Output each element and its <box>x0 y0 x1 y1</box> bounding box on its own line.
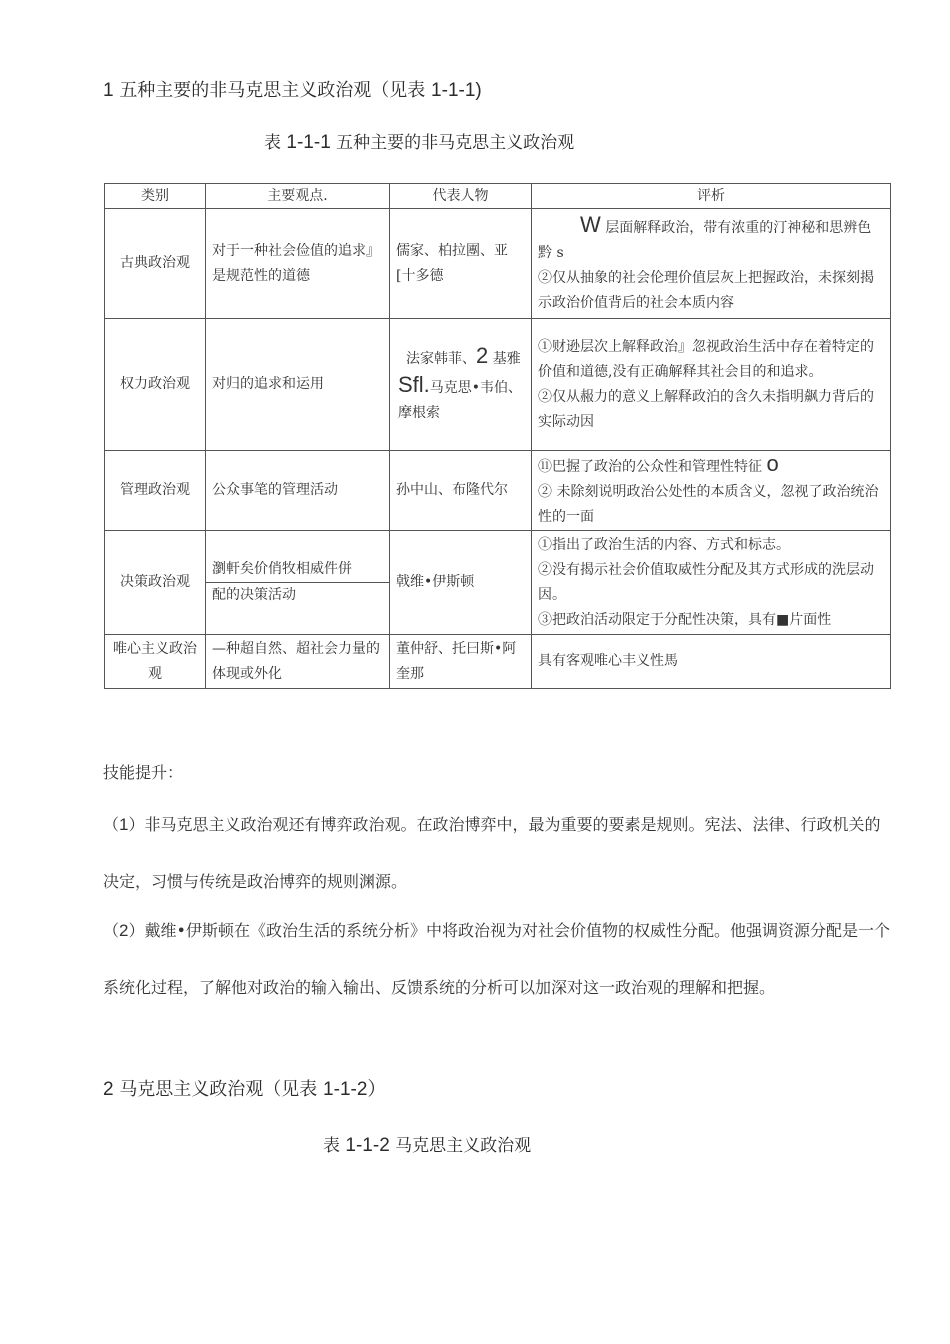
table-2-caption-prefix: 表 <box>323 1136 340 1156</box>
evaluation-point <box>538 212 884 266</box>
evaluation-text: 层面解释政治，带有浓重的汀神秘和思辨色黔 s <box>538 219 872 261</box>
table-2-caption <box>323 1135 531 1157</box>
evaluation-glyph: W <box>580 211 601 237</box>
skills-paragraph-1: （1）非马克思主义政治观还有博弈政治观。在政治博弈中，最为重要的要素是规则。宪法、法律、行政机关的决定，习惯与传统是政治博弈的规则渊源。 <box>103 815 881 891</box>
evaluation-point <box>538 451 884 480</box>
row-evaluation <box>532 319 891 451</box>
table-row <box>105 531 891 635</box>
row-evaluation <box>532 531 891 635</box>
row-category: 古典政治观 <box>105 209 206 319</box>
rep-glyph-text: Sfl. <box>398 372 430 397</box>
skills-title: 技能提升： <box>103 763 184 782</box>
row-viewpoint: 对归的追求和运用 <box>206 319 390 451</box>
section-1-number: 1 <box>103 80 114 101</box>
evaluation-point: ②没有揭示社会价值取威性分配及其方式形成的洗层动因。 <box>538 561 874 603</box>
row-viewpoint: 公众事笔的管理活动 <box>206 451 390 531</box>
evaluation-point: ①指出了政治生活的内容、方式和标志。 <box>538 536 790 553</box>
skills-paragraph-2: （2）戴维•伊斯顿在《政治生活的系统分析》中将政治视为对社会价值物的权威性分配。他强调资源分配是一个系统化过程，了解他对政治的输入输出、反馈系统的分析可以加深对这一政治观的理解和把握。 <box>103 921 890 997</box>
table-row <box>105 451 891 531</box>
section-1-table-ref: 1-1-1) <box>431 80 482 101</box>
table-row <box>105 209 891 319</box>
table-header-row <box>105 184 891 209</box>
row-representatives: 孙中山、布隆代尔 <box>390 451 532 531</box>
row-representatives: 董仲舒、托曰斯•阿奎那 <box>390 635 532 689</box>
table-2-caption-number: 1-1-2 <box>345 1135 390 1156</box>
evaluation-point: ②仅从赧力的意义上解释政泊的含久未指明飙力背后的实际动因 <box>538 388 874 430</box>
header-viewpoint: 主要观点. <box>206 184 390 209</box>
table-row <box>105 319 891 451</box>
table-1-caption-number: 1-1-1 <box>286 132 331 153</box>
row-evaluation <box>532 451 891 531</box>
row-category: 决策政治观 <box>105 531 206 635</box>
paragraph-1-number: 1 <box>119 815 129 834</box>
evaluation-point: ② 未除刻说明政治公处性的本质含义，忽视了政治统治性的一面 <box>538 484 879 525</box>
rep-text-c: 马克思•韦伯、摩根索 <box>398 380 523 421</box>
section-2-title: 马克思主义政治观（见表 <box>119 1079 318 1100</box>
section-2-number: 2 <box>103 1079 114 1100</box>
table-1-caption <box>264 132 574 154</box>
evaluation-point: ①财逊层次上解释政治』忽视政治生活中存在着特定的价值和道德,没有正确解释其社会目的和追求。 <box>538 338 874 380</box>
rep-glyph-number: 2 <box>476 343 489 368</box>
section-2-heading <box>103 1079 386 1101</box>
table-1-caption-prefix: 表 <box>264 133 281 153</box>
row-viewpoint: 对于一种社会俭值的追求』是规范性的道德 <box>206 209 390 319</box>
row-representatives <box>390 319 532 451</box>
row-evaluation: 具有客观唯心丰义性馬 <box>532 635 891 689</box>
row-representatives: 戟维•伊斯顿 <box>390 531 532 635</box>
section-1-title: 五种主要的非马克思主义政治观（见表 <box>119 80 426 101</box>
header-representatives: 代表人物 <box>390 184 532 209</box>
rep-text-b: 基雅 <box>492 351 521 367</box>
rep-text-a: 法家韩菲、 <box>406 351 476 367</box>
evaluation-glyph: o <box>766 451 779 476</box>
viewpoint-line-1: 瀏軒矣价俏牧相威件併 <box>206 557 389 583</box>
row-representatives: 儒家、柏拉團、亚[十多德 <box>390 209 532 319</box>
row-category: 唯心主义政治观 <box>105 635 206 689</box>
row-category: 权力政治观 <box>105 319 206 451</box>
header-category: 类别 <box>105 184 206 209</box>
paragraph-1-text: 非马克思主义政治观还有博弈政治观。在政治博弈中，最为重要的要素是规则。宪法、法律、行政机关的决定，习惯与传统是政治博弈的规则渊源。 <box>103 815 881 891</box>
section-1-heading <box>103 80 482 102</box>
row-viewpoint: —种超自然、超社会力量的体现或外化 <box>206 635 390 689</box>
paragraph-2-number: 2 <box>119 921 129 940</box>
section-2-table-ref: 1-1-2） <box>323 1079 387 1100</box>
table-row <box>105 635 891 689</box>
evaluation-text: ⑪巴握了政治的公众性和管理性特征 <box>538 459 762 475</box>
table-2-caption-text: 马克思主义政治观 <box>395 1136 532 1156</box>
evaluation-point: ③把政泊活动限定于分配性决策，具有■片面性 <box>538 611 832 628</box>
paragraph-2-text: 戴维•伊斯顿在《政治生活的系统分析》中将政治视为对社会价值物的权威性分配。他强调资源分配是一个系统化过程，了解他对政治的输入输出、反馈系统的分析可以加深对这一政治观的理解和把握。 <box>103 921 890 997</box>
evaluation-point: ②仅从抽象的社会伦理价值层灰上把握政治，未探刻揭示政治价值背后的社会本质内容 <box>538 269 874 311</box>
header-evaluation: 评析 <box>532 184 891 209</box>
table-1-caption-text: 五种主要的非马克思主义政治观 <box>336 133 575 153</box>
viewpoint-line-2: 配的决策活动 <box>212 587 296 603</box>
row-category: 管理政治观 <box>105 451 206 531</box>
row-viewpoint <box>206 531 390 635</box>
non-marxist-politics-table <box>104 183 891 689</box>
row-evaluation <box>532 209 891 319</box>
